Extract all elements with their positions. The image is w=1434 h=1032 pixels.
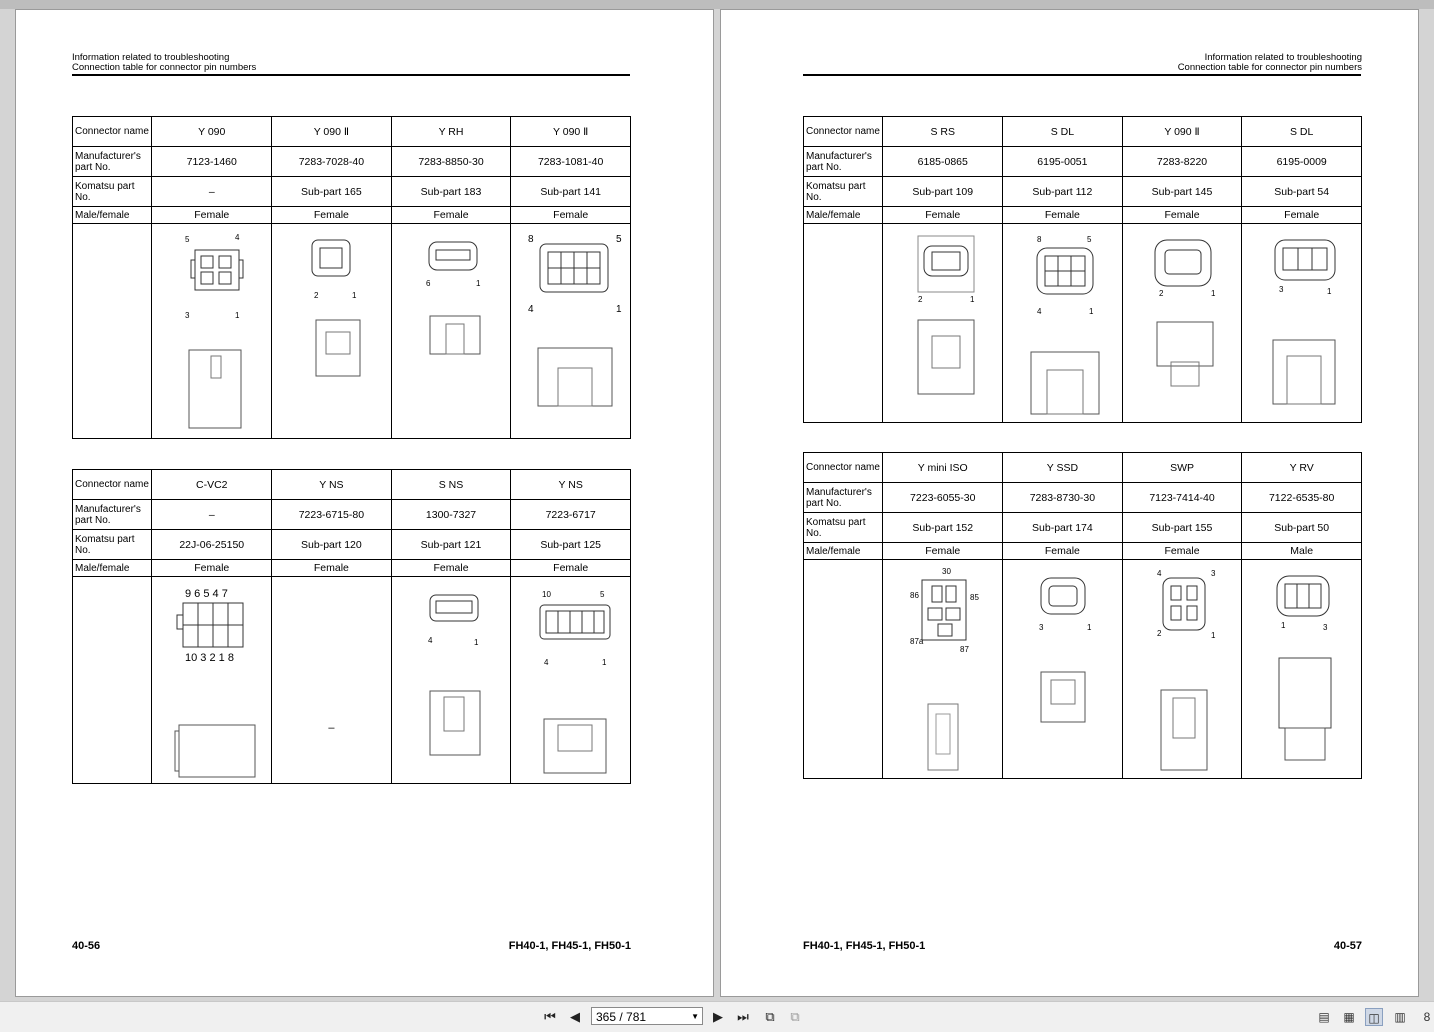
last-page-icon[interactable]: ⏭ <box>737 1009 749 1024</box>
document-page-right <box>720 9 1419 997</box>
connector-name-cell: S RS <box>883 117 1003 147</box>
manufacturer-part-cell: – <box>152 500 272 530</box>
male-female-cell: Female <box>511 560 631 577</box>
connector-drawing-cell <box>1122 560 1242 779</box>
manufacturer-part-cell: 7283-1081-40 <box>511 147 631 177</box>
connector-name-cell: S NS <box>391 470 511 500</box>
male-female-cell: Female <box>883 207 1003 224</box>
manufacturer-part-cell: 7283-7028-40 <box>272 147 392 177</box>
pin-label: 5 <box>184 235 190 244</box>
male-female-cell: Male <box>1242 543 1362 560</box>
komatsu-part-cell: 22J-06-25150 <box>152 530 272 560</box>
connector-name-cell: Y 090 Ⅱ <box>511 117 631 147</box>
connector-drawing-cell <box>883 560 1003 779</box>
connector-drawing-cell <box>1122 224 1242 423</box>
connector-drawing-s-rs <box>888 228 998 418</box>
connector-name-cell: Y 090 Ⅱ <box>272 117 392 147</box>
pin-label: 5 <box>615 234 622 245</box>
pin-label: 30 <box>941 567 951 576</box>
connector-drawing-cell <box>272 224 392 439</box>
pin-label: 10 3 2 1 8 <box>184 652 234 664</box>
komatsu-part-cell: Sub-part 121 <box>391 530 511 560</box>
window-top-bar <box>0 0 1434 9</box>
pin-label: 10 <box>541 590 551 599</box>
page-indicator-text: 365 / 781 <box>596 1010 647 1024</box>
male-female-cell: Female <box>272 207 392 224</box>
pin-label: 86 <box>909 591 919 600</box>
pin-label: 2 <box>917 295 923 304</box>
komatsu-part-cell: Sub-part 120 <box>272 530 392 560</box>
header-line-1: Information related to troubleshooting <box>1204 52 1362 63</box>
connector-drawing-cell <box>1003 224 1123 423</box>
row-label-komatsu-part: Komatsu part No. <box>73 530 152 560</box>
pin-label: 4 <box>428 636 433 645</box>
header-line-1: Information related to troubleshooting <box>72 52 230 63</box>
page-number: 40-57 <box>1333 940 1362 952</box>
row-label-male-female: Male/female <box>73 560 152 577</box>
pin-label: 1 <box>615 304 622 315</box>
komatsu-part-cell: Sub-part 155 <box>1122 513 1242 543</box>
connector-name-cell: C-VC2 <box>152 470 272 500</box>
male-female-cell: Female <box>391 207 511 224</box>
pin-label: 9 6 5 4 7 <box>184 588 228 600</box>
row-label-komatsu-part: Komatsu part No. <box>73 177 152 207</box>
model-numbers: FH40-1, FH45-1, FH50-1 <box>803 940 926 952</box>
header-line-2: Connection table for connector pin numbers <box>1177 62 1362 73</box>
pin-label: 3 <box>184 311 190 320</box>
rotate-forward-icon[interactable]: ⧉ <box>790 1009 800 1024</box>
connector-drawing-y090-ii <box>276 228 386 434</box>
pin-label: 1 <box>601 658 607 667</box>
connector-name-cell: Y SSD <box>1003 453 1123 483</box>
page-header <box>72 53 256 73</box>
prev-page-icon[interactable]: ◀ <box>570 1009 580 1024</box>
pin-label: 2 <box>1157 629 1162 638</box>
two-page-view-icon[interactable]: ◫ <box>1365 1008 1383 1026</box>
row-label-male-female: Male/female <box>73 207 152 224</box>
connector-name-cell: Y RV <box>1242 453 1362 483</box>
connector-drawing-cell <box>883 224 1003 423</box>
pin-label: 8 <box>1037 235 1042 244</box>
connector-drawing-cell <box>1242 224 1362 423</box>
single-page-view-icon[interactable]: ▤ <box>1318 1010 1330 1024</box>
row-label-manufacturer-part: Manufacturer's part No. <box>73 147 152 177</box>
pin-label: 1 <box>1211 289 1216 298</box>
connector-name-cell: Y NS <box>511 470 631 500</box>
pin-label: 1 <box>1280 621 1286 630</box>
pin-label: 1 <box>476 279 481 288</box>
komatsu-part-cell: Sub-part 174 <box>1003 513 1123 543</box>
pin-label: 1 <box>1089 307 1094 316</box>
connector-table <box>72 469 631 784</box>
connector-drawing-y-ssd <box>1007 564 1117 774</box>
header-rule <box>72 74 630 76</box>
pin-label: 4 <box>527 304 534 315</box>
header-rule <box>803 74 1361 76</box>
connector-table <box>803 452 1362 779</box>
row-label-komatsu-part: Komatsu part No. <box>804 177 883 207</box>
image-row-label <box>73 224 152 439</box>
connector-name-cell: Y RH <box>391 117 511 147</box>
komatsu-part-cell: Sub-part 112 <box>1003 177 1123 207</box>
manufacturer-part-cell: 7283-8730-30 <box>1003 483 1123 513</box>
rotate-back-icon[interactable]: ⧉ <box>765 1009 775 1024</box>
pin-label: 1 <box>474 638 479 647</box>
manufacturer-part-cell: 7123-7414-40 <box>1122 483 1242 513</box>
connector-drawing-cell <box>152 224 272 439</box>
pin-label: 5 <box>1087 235 1092 244</box>
chevron-down-icon[interactable]: ▼ <box>691 1012 699 1021</box>
row-label-connector-name: Connector name <box>73 470 152 500</box>
row-label-komatsu-part: Komatsu part No. <box>804 513 883 543</box>
viewer-toolbar <box>0 1001 1434 1032</box>
connector-drawing-cell <box>1242 560 1362 779</box>
pin-label: 4 <box>1157 569 1162 578</box>
manufacturer-part-cell: 6195-0009 <box>1242 147 1362 177</box>
male-female-cell: Female <box>883 543 1003 560</box>
pin-label: 4 <box>1037 307 1042 316</box>
row-label-connector-name: Connector name <box>804 117 883 147</box>
connector-name-cell: Y 090 Ⅱ <box>1122 117 1242 147</box>
male-female-cell: Female <box>1003 543 1123 560</box>
connector-drawing-cell <box>152 577 272 784</box>
pin-label: 2 <box>314 291 319 300</box>
pin-label: 1 <box>1326 287 1332 296</box>
komatsu-part-cell: Sub-part 183 <box>391 177 511 207</box>
next-page-icon[interactable]: ▶ <box>713 1009 723 1024</box>
page-number-input[interactable] <box>591 1007 703 1025</box>
connector-drawing-swp <box>1127 564 1237 774</box>
male-female-cell: Female <box>1122 207 1242 224</box>
pin-label: 4 <box>234 233 240 242</box>
connector-name-cell: Y NS <box>272 470 392 500</box>
connector-table <box>72 116 631 439</box>
image-row-label <box>804 560 883 779</box>
komatsu-part-cell: Sub-part 141 <box>511 177 631 207</box>
manufacturer-part-cell: 7223-6717 <box>511 500 631 530</box>
first-page-icon[interactable]: ⏮ <box>544 1009 556 1024</box>
komatsu-part-cell: Sub-part 125 <box>511 530 631 560</box>
manufacturer-part-cell: 7283-8850-30 <box>391 147 511 177</box>
male-female-cell: Female <box>391 560 511 577</box>
komatsu-part-cell: Sub-part 54 <box>1242 177 1362 207</box>
manufacturer-part-cell: 6195-0051 <box>1003 147 1123 177</box>
toolbar-overflow-text: 8 <box>1423 1010 1431 1024</box>
row-label-male-female: Male/female <box>804 207 883 224</box>
pin-label: 85 <box>969 593 979 602</box>
male-female-cell: Female <box>1122 543 1242 560</box>
manufacturer-part-cell: 6185-0865 <box>883 147 1003 177</box>
connector-drawing-s-dl-3pin <box>1247 228 1357 418</box>
continuous-view-icon[interactable]: ▦ <box>1343 1010 1355 1024</box>
connector-drawing-y-mini-iso <box>888 564 998 774</box>
connector-drawing-cell <box>511 224 631 439</box>
connector-drawing-cell <box>391 577 511 784</box>
page-header <box>1178 53 1362 73</box>
male-female-cell: Female <box>152 560 272 577</box>
male-female-cell: Female <box>511 207 631 224</box>
pin-label: 1 <box>969 295 975 304</box>
document-page-left <box>15 9 714 997</box>
manufacturer-part-cell: 7123-1460 <box>152 147 272 177</box>
pin-label: 1 <box>1087 623 1092 632</box>
manufacturer-part-cell: 7283-8220 <box>1122 147 1242 177</box>
connector-drawing-y090 <box>157 228 267 434</box>
row-label-male-female: Male/female <box>804 543 883 560</box>
header-line-2: Connection table for connector pin numbers <box>72 62 257 73</box>
connector-drawing-y-rv <box>1247 564 1357 774</box>
komatsu-part-cell: Sub-part 109 <box>883 177 1003 207</box>
connector-drawing-s-ns <box>396 581 506 779</box>
manufacturer-part-cell: 7122-6535-80 <box>1242 483 1362 513</box>
pin-label: 1 <box>352 291 357 300</box>
connector-name-cell: Y 090 <box>152 117 272 147</box>
row-label-connector-name: Connector name <box>804 453 883 483</box>
komatsu-part-cell: – <box>152 177 272 207</box>
pin-label: 3 <box>1039 623 1044 632</box>
pin-label: 5 <box>599 590 605 599</box>
connector-name-cell: S DL <box>1242 117 1362 147</box>
model-numbers: FH40-1, FH45-1, FH50-1 <box>508 940 631 952</box>
pin-label: 1 <box>1211 631 1216 640</box>
male-female-cell: Female <box>1003 207 1123 224</box>
connector-drawing-cell <box>511 577 631 784</box>
pin-label: 87a <box>909 637 924 646</box>
pin-label: 3 <box>1278 285 1284 294</box>
pin-label: 1 <box>234 311 240 320</box>
komatsu-part-cell: Sub-part 145 <box>1122 177 1242 207</box>
connector-drawing-cell <box>391 224 511 439</box>
row-label-manufacturer-part: Manufacturer's part No. <box>73 500 152 530</box>
pin-label: 3 <box>1322 623 1328 632</box>
pin-label: 87 <box>959 645 969 654</box>
manufacturer-part-cell: 7223-6055-30 <box>883 483 1003 513</box>
male-female-cell: Female <box>272 560 392 577</box>
row-label-connector-name: Connector name <box>73 117 152 147</box>
komatsu-part-cell: Sub-part 165 <box>272 177 392 207</box>
pin-label: 4 <box>543 658 549 667</box>
connector-name-cell: Y mini ISO <box>883 453 1003 483</box>
male-female-cell: Female <box>1242 207 1362 224</box>
page-number: 40-56 <box>72 940 101 952</box>
pin-label: 3 <box>1211 569 1216 578</box>
no-drawing-mark: – <box>328 721 335 734</box>
connector-drawing-y-ns <box>516 581 626 779</box>
connector-drawing-c-vc2 <box>157 581 267 779</box>
connector-drawing-y090-ii-8pin <box>516 228 626 434</box>
connector-name-cell: S DL <box>1003 117 1123 147</box>
row-label-manufacturer-part: Manufacturer's part No. <box>804 483 883 513</box>
connector-drawing-cell-empty <box>272 577 392 784</box>
pin-label: 2 <box>1159 289 1164 298</box>
connector-drawing-y-rh <box>396 228 506 434</box>
komatsu-part-cell: Sub-part 152 <box>883 513 1003 543</box>
manufacturer-part-cell: 1300-7327 <box>391 500 511 530</box>
connector-drawing-s-dl-8pin <box>1007 228 1117 418</box>
pin-label: 8 <box>527 234 534 245</box>
connector-drawing-y090-ii-2pin <box>1127 228 1237 418</box>
connector-drawing-cell <box>1003 560 1123 779</box>
row-label-manufacturer-part: Manufacturer's part No. <box>804 147 883 177</box>
komatsu-part-cell: Sub-part 50 <box>1242 513 1362 543</box>
image-row-label <box>73 577 152 784</box>
two-page-continuous-icon[interactable]: ▥ <box>1394 1010 1406 1024</box>
connector-table <box>803 116 1362 423</box>
male-female-cell: Female <box>152 207 272 224</box>
pin-label: 6 <box>426 279 431 288</box>
manufacturer-part-cell: 7223-6715-80 <box>272 500 392 530</box>
image-row-label <box>804 224 883 423</box>
connector-name-cell: SWP <box>1122 453 1242 483</box>
